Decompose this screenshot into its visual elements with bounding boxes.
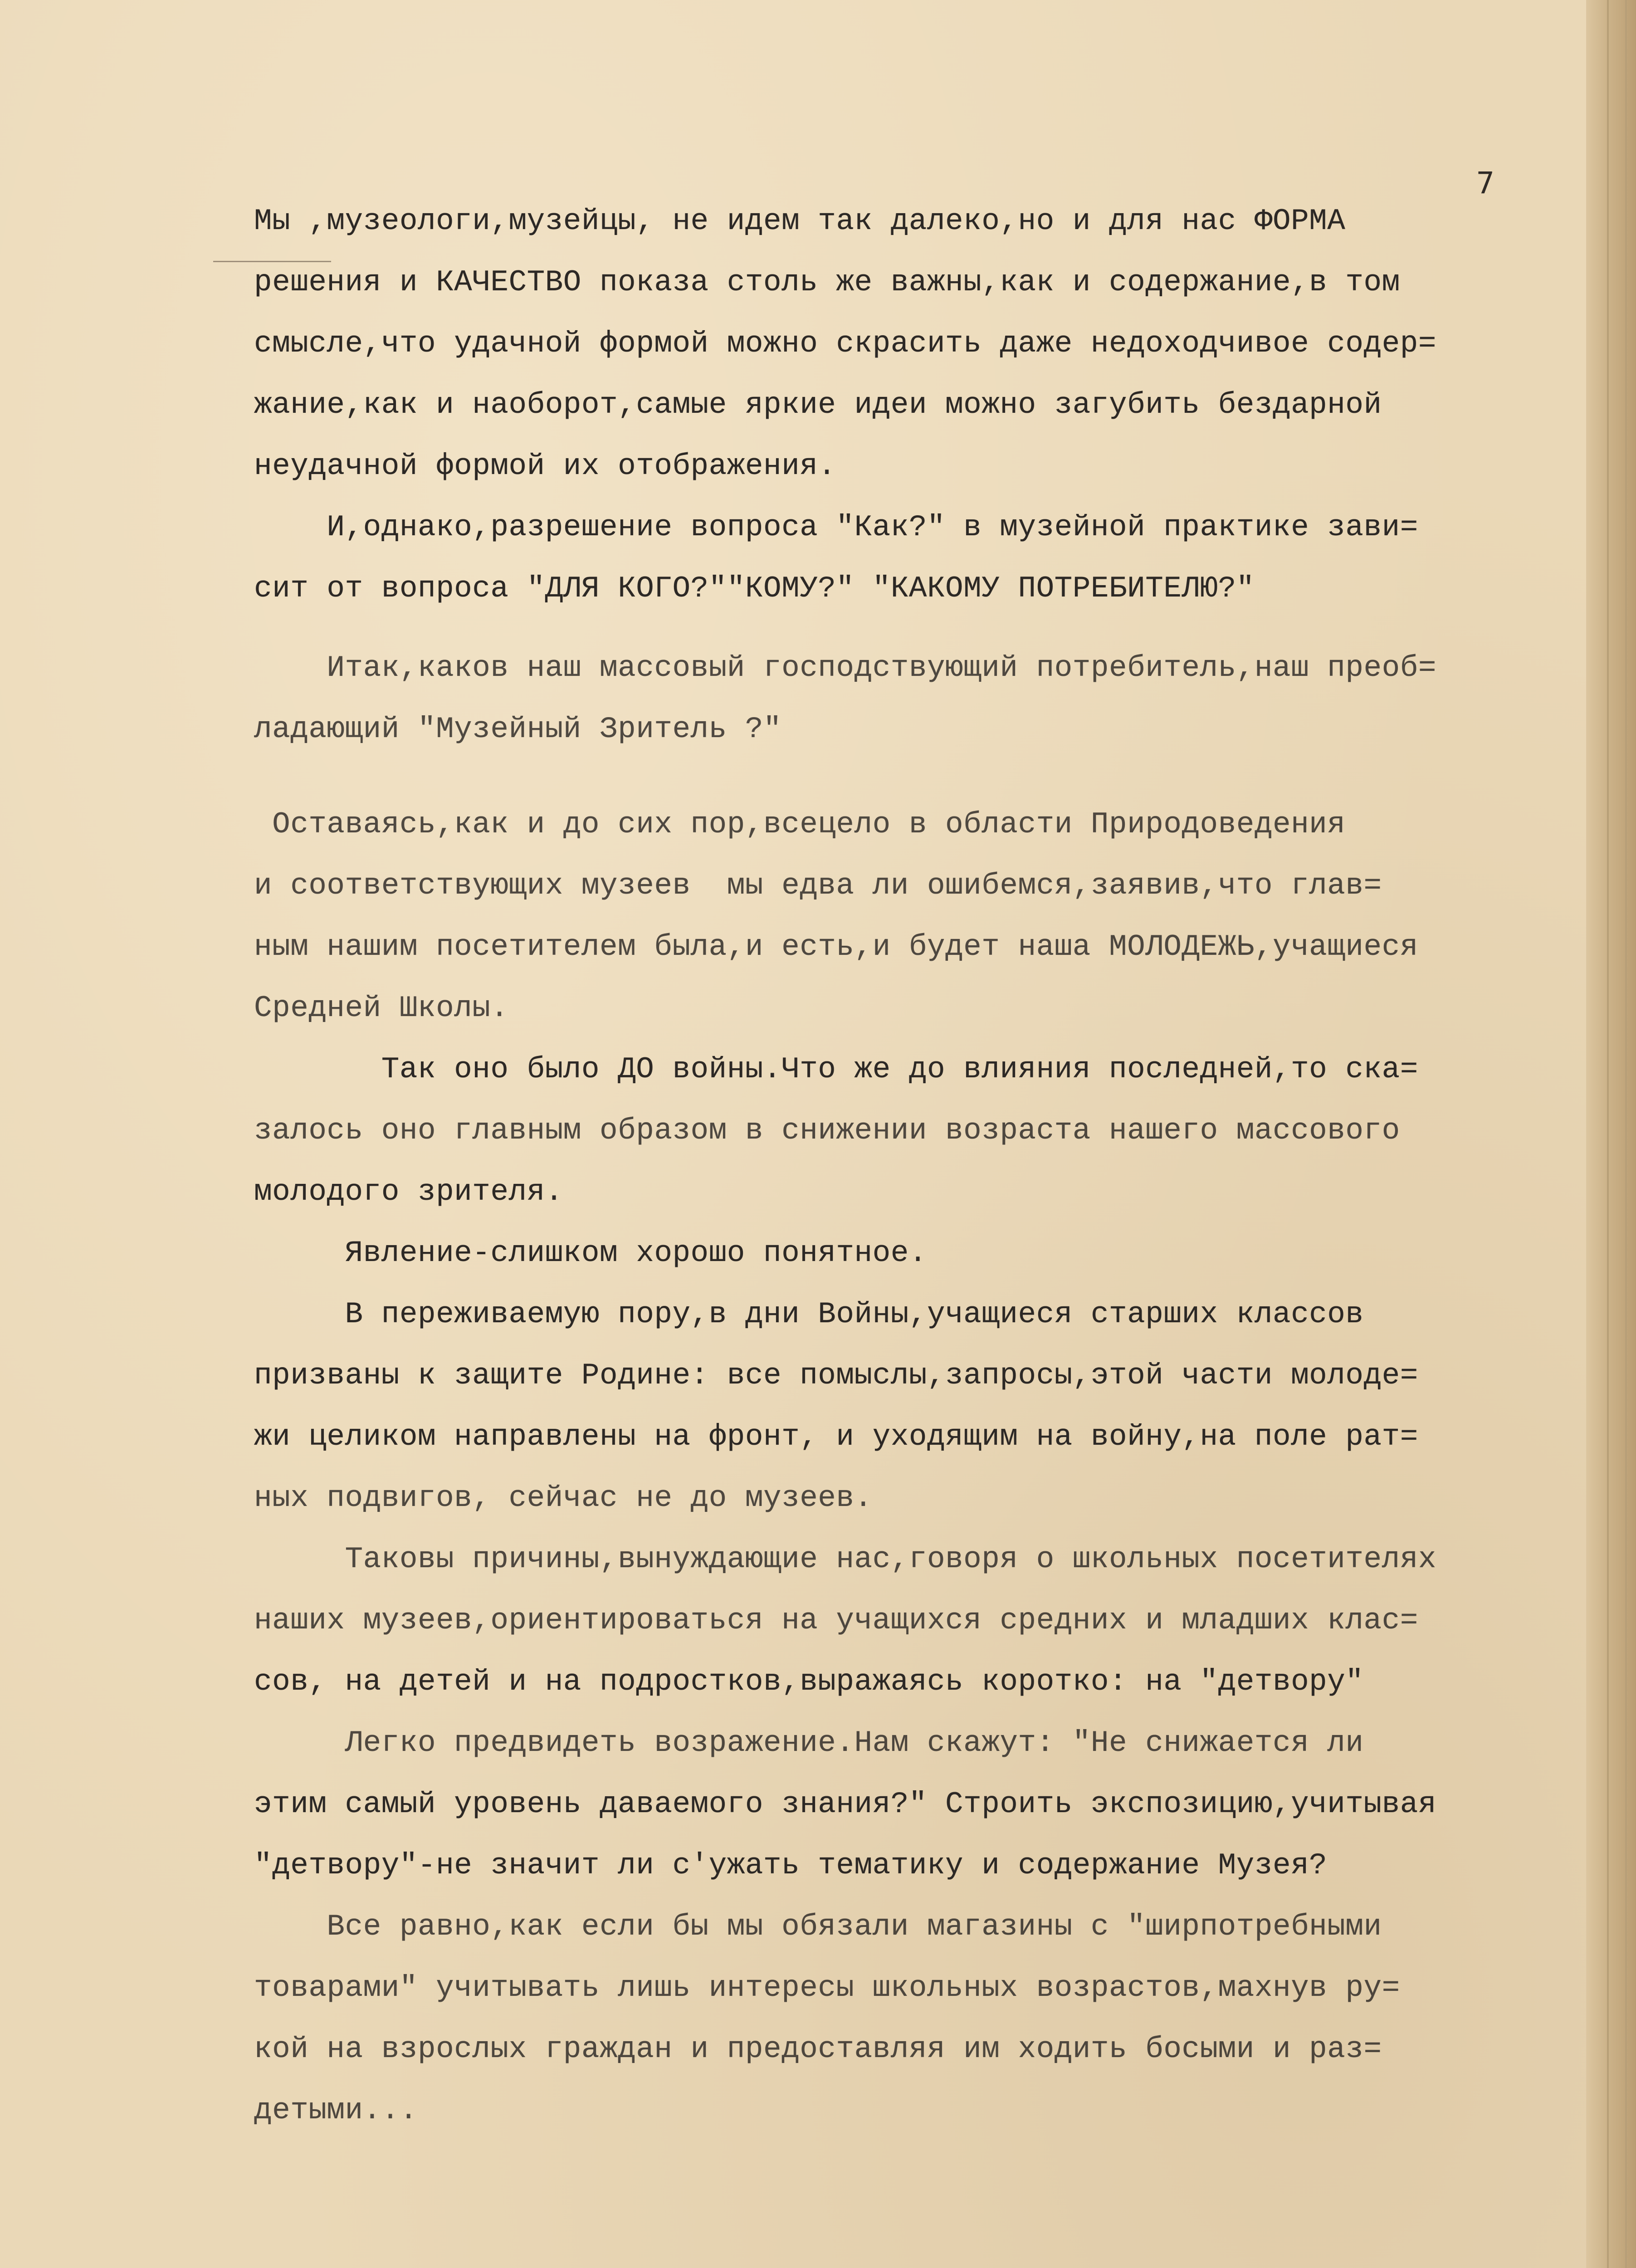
text-line: кой на взрослых граждан и предоставляя им ходить босыми и раз= <box>254 2032 1382 2066</box>
text-line: ных подвигов, сейчас не до музеев. <box>254 1481 873 1515</box>
text-line: "детвору"-не значит ли с'ужать тематику и содержание Музея? <box>254 1848 1328 1882</box>
text-line: Оставаясь,как и до сих пор,всецело в области Природоведения <box>254 807 1346 841</box>
text-line: Мы ,музеологи,музейцы, не идем так далеко,но и для нас ФОРМА <box>254 204 1346 238</box>
text-line: детыми... <box>254 2093 418 2127</box>
text-line: Таковы причины,вынуждающие нас,говоря о школьных посетителях <box>254 1542 1436 1576</box>
text-line: Все равно,как если бы мы обязали магазины с "ширпотребными <box>254 1910 1382 1944</box>
text-line: ладающий "Музейный Зритель ?" <box>254 712 782 746</box>
page-number: 7 <box>1476 166 1494 200</box>
text-line: и соответствующих музеев мы едва ли ошибемся,заявив,что глав= <box>254 869 1382 903</box>
text-line: Так оно было ДО войны.Что же до влияния последней,то ска= <box>254 1052 1418 1086</box>
text-line: жи целиком направлены на фронт, и уходящим на войну,на поле рат= <box>254 1420 1418 1454</box>
text-line: Явление-слишком хорошо понятное. <box>254 1236 927 1270</box>
text-line: молодого зрителя. <box>254 1175 563 1209</box>
text-line: сов, на детей и на подростков,выражаясь коротко: на "детвору" <box>254 1665 1364 1699</box>
text-line: залось оно главным образом в снижении возраста нашего массового <box>254 1114 1400 1148</box>
text-line: смысле,что удачной формой можно скрасить даже недоходчивое содер= <box>254 327 1436 361</box>
text-line: призваны к защите Родине: все помыслы,запросы,этой части молоде= <box>254 1359 1418 1393</box>
text-line: жание,как и наоборот,самые яркие идеи можно загубить бездарной <box>254 388 1382 422</box>
text-line: сит от вопроса "ДЛЯ КОГО?""КОМУ?" "КАКОМУ ПОТРЕБИТЕЛЮ?" <box>254 572 1255 606</box>
text-line: Итак,каков наш массовый господствующий потребитель,наш преоб= <box>254 651 1436 685</box>
text-line: И,однако,разрешение вопроса "Как?" в музейной практике зави= <box>254 510 1418 544</box>
typewritten-text <box>254 191 1569 2141</box>
text-line: Легко предвидеть возражение.Нам скажут: "Не снижается ли <box>254 1726 1364 1760</box>
text-line: товарами" учитывать лишь интересы школьных возрастов,махнув ру= <box>254 1971 1400 2005</box>
text-line: решения и КАЧЕСТВО показа столь же важны,как и содержание,в том <box>254 265 1400 299</box>
page-edge-shadow <box>1586 0 1636 2268</box>
text-line: наших музеев,ориентироваться на учащихся средних и младших клас= <box>254 1603 1418 1637</box>
page-edge-line <box>1607 0 1609 2268</box>
text-line: В переживаемую пору,в дни Войны,учащиеся старших классов <box>254 1297 1364 1331</box>
text-line: неудачной формой их отображения. <box>254 449 836 483</box>
text-line: ным нашим посетителем была,и есть,и будет наша МОЛОДЕЖЬ,учащиеся <box>254 930 1418 964</box>
text-line: этим самый уровень даваемого знания?" Строить экспозицию,учитывая <box>254 1787 1436 1821</box>
page-edge-line <box>1625 0 1627 2268</box>
text-line: Средней Школы. <box>254 991 509 1025</box>
